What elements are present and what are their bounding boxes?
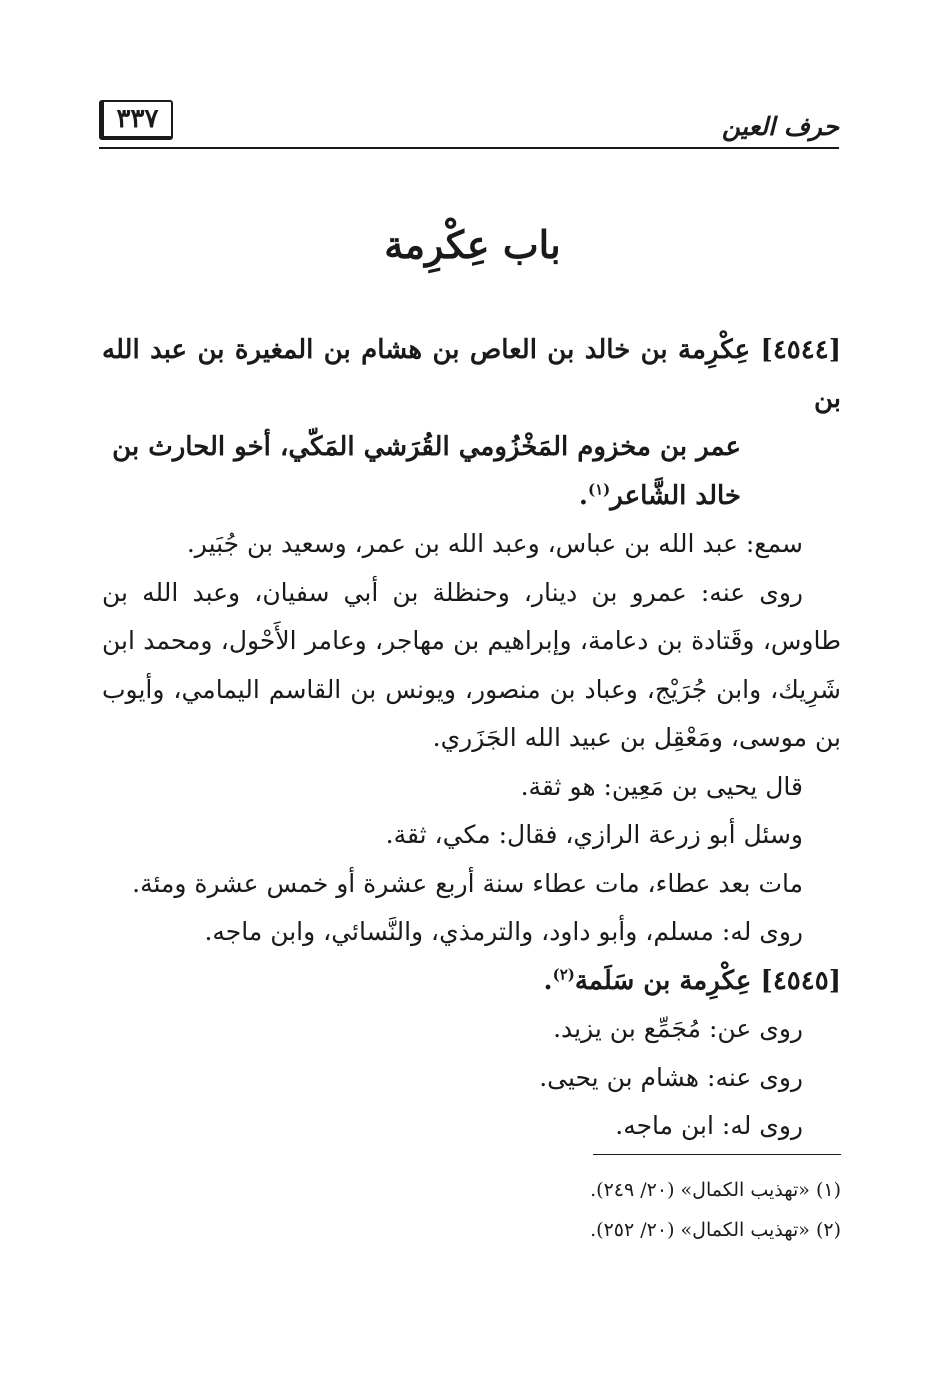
entry-heading-line: عمر بن مخزوم المَخْزُومي القُرَشي المَكّي، أخو الحارث بن — [112, 432, 741, 462]
entry-paragraph: سمع: عبد الله بن عباس، وعبد الله بن عمر، وسعيد بن جُبَير. — [186, 529, 803, 558]
entry-paragraph: روى له: مسلم، وأبو داود، والترمذي، والنَّسائي، وابن ماجه. — [204, 917, 803, 946]
entry-heading-line: عِكْرِمة بن خالد بن العاص بن هشام بن المغيرة بن عبد الله بن — [102, 335, 841, 414]
footnote-reference: (١) — [587, 479, 611, 498]
footnote-divider — [593, 1154, 841, 1155]
footnote-reference: (٢) — [552, 964, 575, 983]
page-number: ٣٣٧ — [99, 100, 173, 140]
footnote: (٢) «تهذيب الكمال» (٢٠/ ٢٥٢). — [590, 1219, 841, 1241]
entry-paragraph: روى عنه: عمرو بن دينار، وحنظلة بن أبي سفيان، وعبد الله بن طاوس، وقَتادة بن دعامة، وإبراهيم بن مهاجر، وعامر الأَحْول، ومحمد ابن شَرِيك، وابن جُرَيْج، وعباد بن منصور، ويونس بن القاسم اليمامي، وأيوب بن موسى، ومَعْقِل بن عبيد الله الجَزَري. — [102, 577, 841, 752]
entry-paragraph: روى له: ابن ماجه. — [615, 1111, 803, 1140]
main-text — [102, 326, 841, 1151]
entry-paragraph: مات بعد عطاء، مات عطاء سنة أربع عشرة أو خمس عشرة ومئة. — [132, 868, 803, 898]
entry-paragraph: روى عن: مُجَمِّع بن يزيد. — [553, 1014, 803, 1043]
entry-heading — [102, 326, 841, 423]
entry-heading — [102, 957, 841, 1006]
entry-heading-end: . — [543, 965, 553, 996]
header-divider — [99, 147, 839, 149]
entry-heading-line: خالد الشَّاعر — [610, 480, 741, 511]
entry-heading-end: . — [578, 480, 588, 511]
entry-paragraph: قال يحيى بن مَعِين: هو ثقة. — [520, 771, 803, 801]
entry-paragraph: وسئل أبو زرعة الرازي، فقال: مكي، ثقة. — [385, 820, 803, 849]
entry-number: [٤٥٤٥] — [760, 965, 841, 996]
footnotes — [102, 1170, 841, 1250]
entry-heading-continuation — [102, 472, 741, 521]
entry-number: [٤٥٤٤] — [760, 335, 842, 365]
chapter-title: باب عِكْرِمة — [384, 222, 561, 267]
entry-heading-line: عِكْرِمة بن سَلَمة — [574, 965, 752, 996]
entry-paragraph: روى عنه: هشام بن يحيى. — [539, 1062, 803, 1092]
footnote: (١) «تهذيب الكمال» (٢٠/ ٢٤٩). — [590, 1179, 841, 1201]
entry-heading-continuation — [102, 423, 741, 472]
running-header-title: حرف العين — [721, 112, 839, 141]
